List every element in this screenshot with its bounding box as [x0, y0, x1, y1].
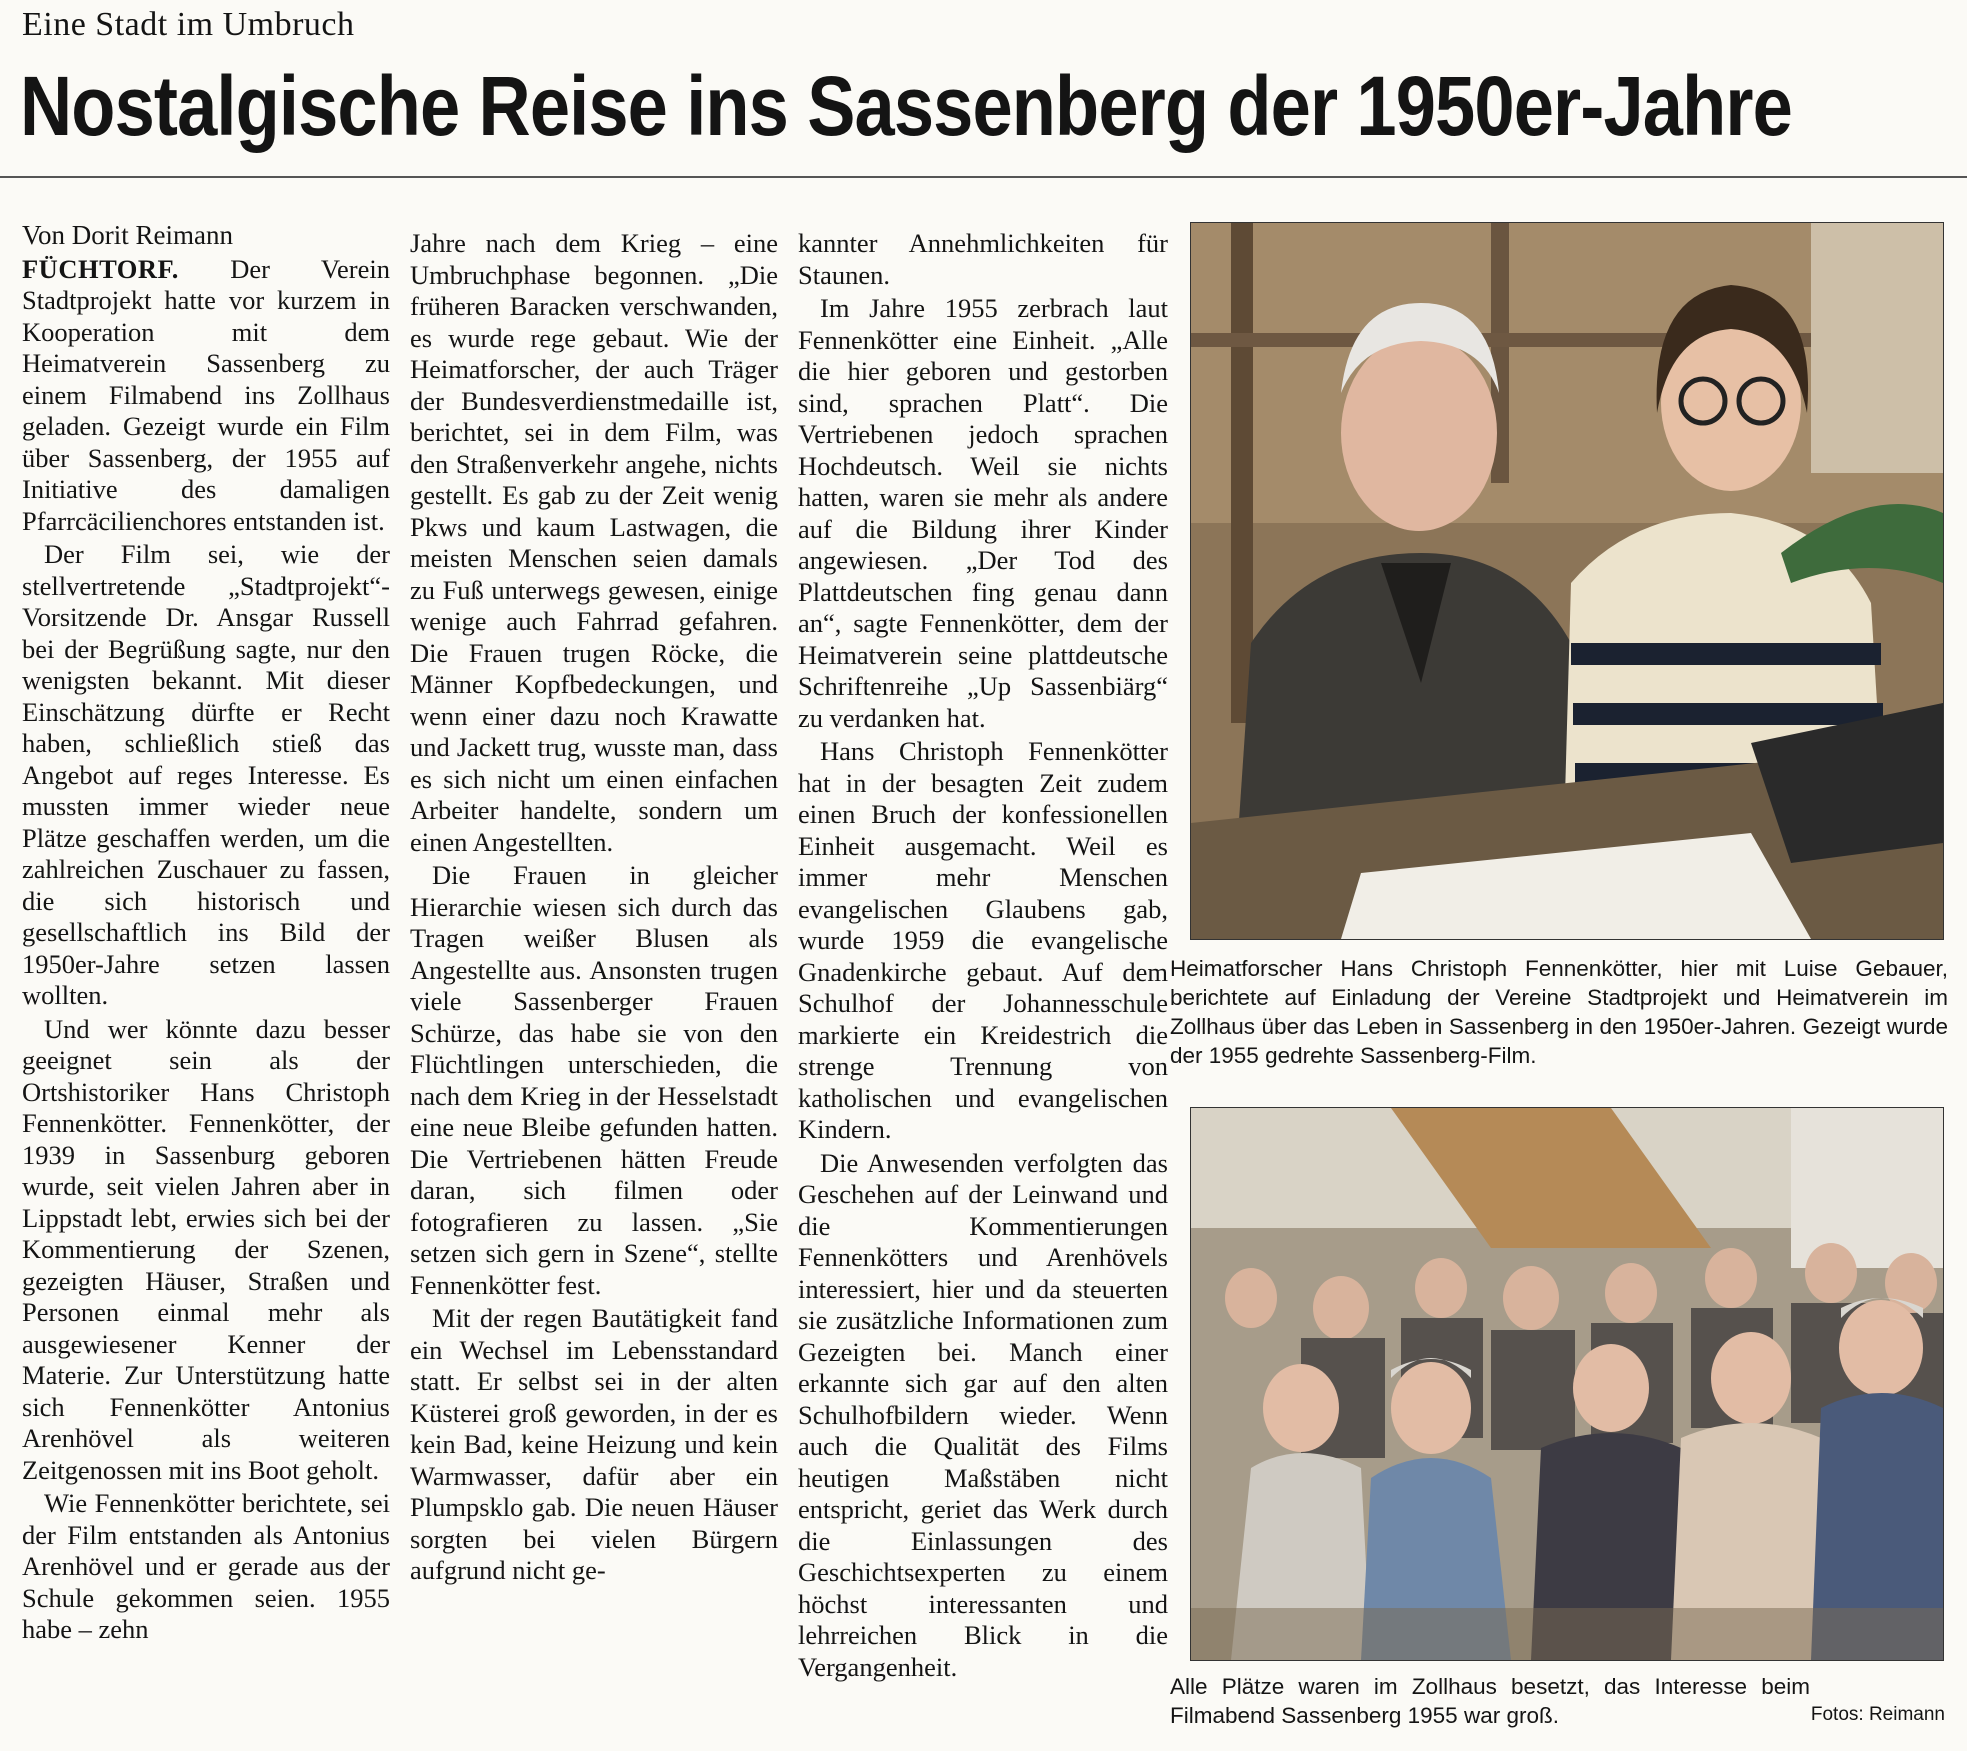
header-rule [0, 176, 1967, 178]
byline: Von Dorit Reimann [22, 220, 233, 250]
paragraph: Im Jahre 1955 zerbrach laut Fennenkötter eine Einheit. „Alle die hier geboren und gestorben sind, sprachen Platt“. Die Vertriebenen jedoch sprachen Hochdeutsch. Weil sie nichts hatten, waren sie mehr als andere auf die Bildung ihrer Kinder angewiesen. „Der Tod des Plattdeutschen fing genau dann an“, sagte Fennenkötter, dem der Heimatverein seine plattdeutsche Schriftenreihe „Up Sassenbiärg“ zu verdanken hat. [798, 293, 1168, 733]
paragraph: Und wer könnte dazu besser geeignet sein als der Ortshistoriker Hans Christoph Fennenkötter. Fennenkötter, der 1939 in Sassenburg geboren wurde, seit vielen Jahren aber in Lippstadt lebt, erwies sich bei der Kommentierung der Szenen, gezeigten Häuser, Straßen und Personen einmal mehr als ausgewiesener Kenner der Materie. Zur Unterstützung hatte sich Fennenkötter Antonius Arenhövel als weiteren Zeitgenossen mit ins Boot geholt. [22, 1013, 390, 1485]
paragraph: Mit der regen Bautätigkeit fand ein Wechsel im Lebensstandard statt. Er selbst sei in der alten Küsterei groß geworden, in der es kein Bad, keine Heizung und kein Warmwasser, dafür aber ein Plumpsklo gab. Die neuen Häuser sorgten bei vielen Bürgern aufgrund nicht ge- [410, 1303, 778, 1585]
photo-credit: Fotos: Reimann [1810, 1704, 1945, 1725]
photo-illustration [1191, 223, 1943, 939]
paragraph: Der Film sei, wie der stellvertretende „Stadtprojekt“-Vorsitzende Dr. Ansgar Russell bei der Begrüßung sagte, nur den wenigsten bekannt. Mit dieser Einschätzung dürfte er Recht haben, schließlich stieß das Angebot auf reges Interesse. Es mussten immer wieder neue Plätze geschaffen werden, um die zahlreichen Zuschauer zu fassen, die sich historisch und gesellschaftlich ins Bild der 1950er-Jahre setzen lassen wollten. [22, 539, 390, 1010]
photo-audience [1190, 1107, 1944, 1661]
paragraph-text: Der Verein Stadtprojekt hatte vor kurzem in Kooperation mit dem Heimatverein Sassenberg zu einem Filmabend ins Zollhaus geladen. Gezeigt wurde ein Film über Sassenberg, der 1955 auf Initiative des damaligen Pfarrcäcilienchores entstanden ist. [22, 253, 390, 536]
paragraph: Jahre nach dem Krieg – eine Umbruchphase begonnen. „Die früheren Baracken verschwanden, es wurde rege gebaut. Wie der Heimatforscher, der auch Träger der Bundesverdienstmedaille ist, berichtet, sei in dem Film, was den Straßenverkehr angehe, nichts gestellt. Es gab zu der Zeit wenig Pkws und kaum Lastwagen, die meisten Menschen seien damals zu Fuß unterwegs gewesen, einige wenige auch Fahrrad gefahren. Die Frauen trugen Röcke, die Männer Kopfbedeckungen, und wenn einer dazu noch Krawatte und Jackett trug, wusste man, dass es sich nicht um einen einfachen Arbeiter handelte, sondern um einen Angestellten. [410, 228, 778, 857]
paragraph: Die Frauen in gleicher Hierarchie wiesen sich durch das Tragen weißer Blusen als Angestellte aus. Ansonsten trugen viele Sassenberger Frauen Schürze, das habe sie von den Flüchtlingen unterschieden, die nach dem Krieg in der Hesselstadt eine neue Bleibe gefunden hatten. Die Vertriebenen hätten Freude daran, sich filmen oder fotografieren zu lassen. „Sie setzen sich gern in Szene“, stellte Fennenkötter fest. [410, 860, 778, 1300]
kicker: Eine Stadt im Umbruch [22, 6, 355, 43]
paragraph: Die Anwesenden verfolgten das Geschehen auf der Leinwand und die Kommentierungen Fennenkötters und Arenhövels interessiert, hier und da steuerten sie zusätzliche Informationen zum Gezeigten bei. Manch einer erkannte sich gar auf den alten Schulhofbildern wieder. Wenn auch die Qualität des Films heutigen Maßstäben nicht entspricht, geriet das Werk durch die Einlassungen des Geschichtsexperten zu einem höchst interessanten und lehrreichen Blick in die Vergangenheit. [798, 1147, 1168, 1682]
article-column-2 [410, 228, 778, 1589]
dateline: FÜCHTORF. [22, 253, 179, 284]
photo-caption-top: Heimatforscher Hans Christoph Fennenkötter, hier mit Luise Gebauer, berichtete auf Einladung der Vereine Stadtprojekt und Heimatverein im Zollhaus über das Leben in Sassenberg in den 1950er-Jahren. Gezeigt wurde der 1955 gedrehte Sassenberg-Film. [1170, 956, 1948, 1068]
photo-caption-bottom: Alle Plätze waren im Zollhaus besetzt, das Interesse beim Filmabend Sassenberg 1955 war groß. [1170, 1674, 1810, 1728]
article-column-3 [798, 228, 1168, 1685]
paragraph [22, 254, 390, 538]
photo-fennenkoetter-gebauer [1190, 222, 1944, 940]
headline: Nostalgische Reise ins Sassenberg der 1950er-Jahre [20, 59, 1792, 153]
paragraph: Hans Christoph Fennenkötter hat in der besagten Zeit zudem einen Bruch der konfessionellen Einheit ausgemacht. Weil es immer mehr Menschen evangelischen Glaubens gab, wurde 1959 die evangelische Gnadenkirche gebaut. Auf dem Schulhof der Johannesschule markierte ein Kreidestrich die strenge Trennung von katholischen und evangelischen Kindern. [798, 736, 1168, 1144]
photo-illustration [1191, 1108, 1943, 1660]
paragraph: kannter Annehmlichkeiten für Staunen. [798, 228, 1168, 290]
article-column-1 [22, 220, 390, 1648]
paragraph: Wie Fennenkötter berichtete, sei der Film entstanden als Antonius Arenhövel und er gerade aus der Schule gekommen seien. 1955 habe – zehn [22, 1488, 390, 1644]
